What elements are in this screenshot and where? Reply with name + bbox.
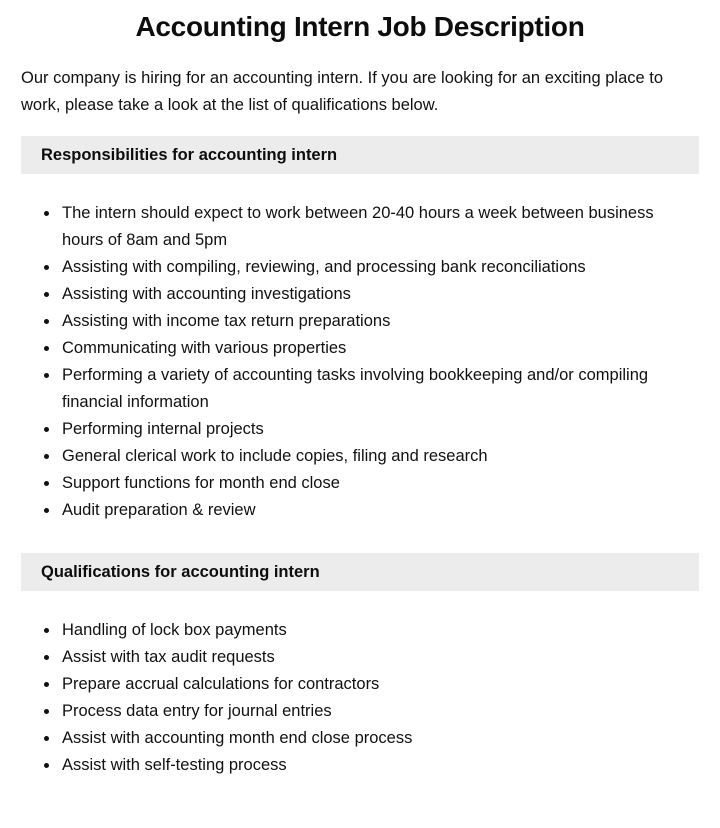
list-item: • Assist with self-testing process (60, 752, 699, 779)
list-item: • The intern should expect to work between 20-40 hours a week between business hours of 8am and 5pm (60, 200, 699, 254)
page-title: Accounting Intern Job Description (135, 11, 585, 42)
section-heading: Qualifications for accounting intern (21, 553, 699, 591)
list-item: • Assisting with accounting investigations (60, 281, 699, 308)
list-item: • General clerical work to include copies, filing and research (60, 443, 699, 470)
list-item: • Handling of lock box payments (60, 617, 699, 644)
list-item: • Performing a variety of accounting tasks involving bookkeeping and/or compiling financial information (60, 362, 699, 416)
intro-paragraph: Our company is hiring for an accounting intern. If you are looking for an exciting place to work, please take a look at the list of qualifications below. (21, 69, 664, 114)
section-heading: Responsibilities for accounting intern (21, 136, 699, 174)
list-item: • Assist with tax audit requests (60, 644, 699, 671)
section-list (21, 617, 699, 779)
list-item: • Prepare accrual calculations for contractors (60, 671, 699, 698)
list-item: • Performing internal projects (60, 416, 699, 443)
list-item: • Assisting with compiling, reviewing, and processing bank reconciliations (60, 254, 699, 281)
sections-container (21, 136, 699, 779)
list-item: • Assisting with income tax return preparations (60, 308, 699, 335)
section-list (21, 200, 699, 524)
list-item: • Process data entry for journal entries (60, 698, 699, 725)
list-item: • Audit preparation & review (60, 497, 699, 524)
list-item: • Support functions for month end close (60, 470, 699, 497)
list-item: • Assist with accounting month end close process (60, 725, 699, 752)
list-item: • Communicating with various properties (60, 335, 699, 362)
